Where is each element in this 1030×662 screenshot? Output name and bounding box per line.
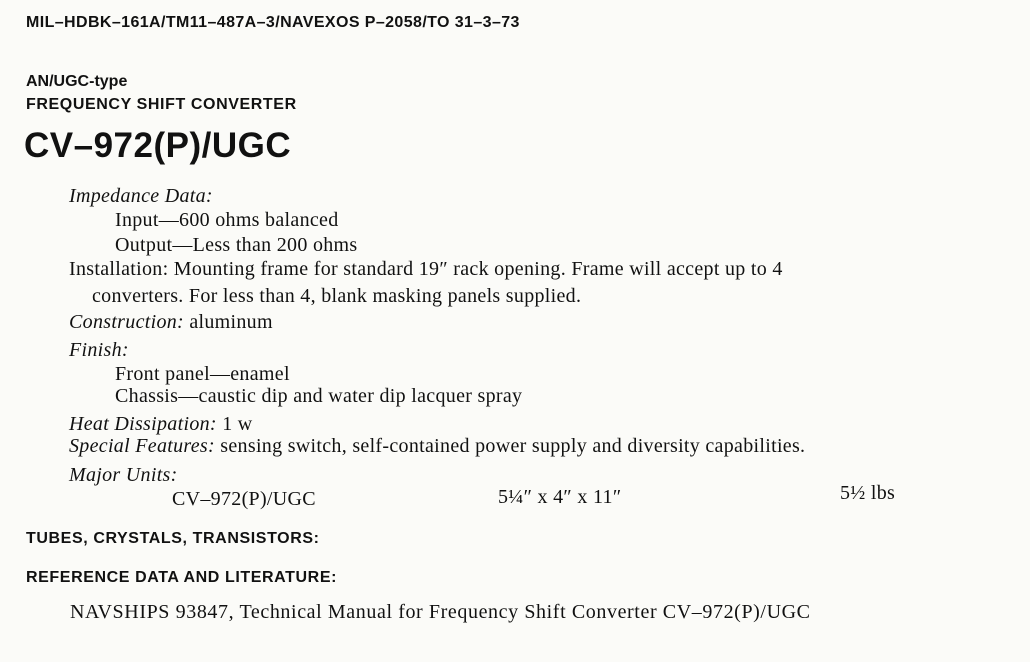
finish-chassis: Chassis—caustic dip and water dip lacquer spray bbox=[115, 385, 523, 407]
equipment-category: FREQUENCY SHIFT CONVERTER bbox=[26, 96, 297, 113]
document-header-reference: MIL–HDBK–161A/TM11–487A–3/NAVEXOS P–2058/TO 31–3–73 bbox=[26, 14, 520, 31]
heat-dissipation-row bbox=[69, 413, 253, 436]
special-features-label: Special Features: bbox=[69, 435, 215, 457]
special-features-value: sensing switch, self-contained power supply and diversity capabilities. bbox=[220, 435, 806, 457]
special-features-row bbox=[69, 435, 805, 458]
finish-label: Finish: bbox=[69, 339, 129, 361]
construction-row bbox=[69, 311, 273, 334]
major-unit-weight: 5½ lbs bbox=[840, 482, 896, 504]
major-unit-dimensions: 5¼″ x 4″ x 11″ bbox=[498, 486, 622, 508]
major-unit-name: CV–972(P)/UGC bbox=[172, 488, 316, 510]
major-units-label: Major Units: bbox=[69, 464, 178, 486]
impedance-output: Output—Less than 200 ohms bbox=[115, 234, 358, 256]
reference-data-heading: REFERENCE DATA AND LITERATURE: bbox=[26, 569, 338, 586]
impedance-label: Impedance Data: bbox=[69, 185, 213, 207]
heat-dissipation-value: 1 w bbox=[222, 413, 253, 435]
installation-line-2: converters. For less than 4, blank masking panels supplied. bbox=[92, 285, 582, 307]
impedance-input: Input—600 ohms balanced bbox=[115, 209, 339, 231]
finish-front: Front panel—enamel bbox=[115, 363, 290, 385]
construction-value: aluminum bbox=[189, 311, 273, 333]
model-title: CV–972(P)/UGC bbox=[24, 126, 292, 165]
construction-label: Construction: bbox=[69, 311, 185, 333]
heat-dissipation-label: Heat Dissipation: bbox=[69, 413, 217, 435]
equipment-type: AN/UGC-type bbox=[26, 73, 128, 90]
tubes-crystals-transistors-heading: TUBES, CRYSTALS, TRANSISTORS: bbox=[26, 530, 320, 547]
reference-literature-entry: NAVSHIPS 93847, Technical Manual for Frequency Shift Converter CV–972(P)/UGC bbox=[70, 601, 811, 623]
installation-line-1: Installation: Mounting frame for standard 19″ rack opening. Frame will accept up to 4 bbox=[69, 258, 783, 280]
